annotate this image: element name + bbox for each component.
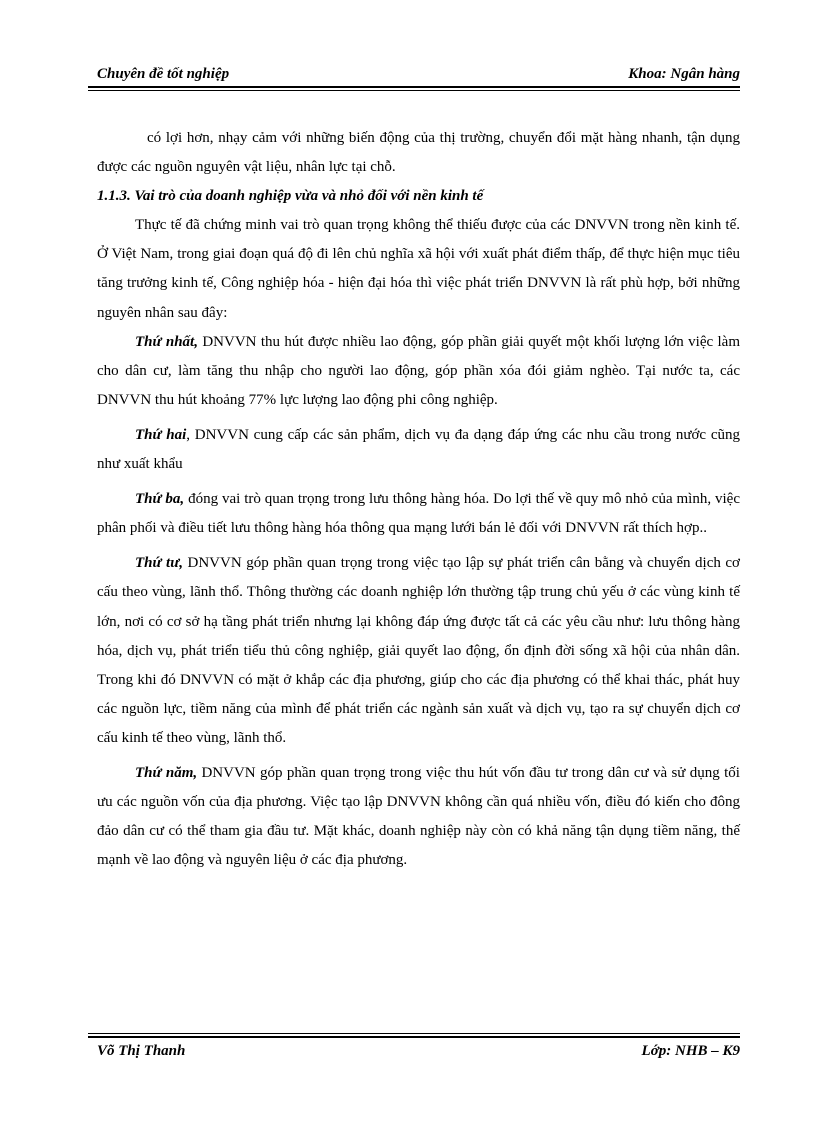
paragraph-6-text: DNVVN góp phần quan trọng trong việc thu hút vốn đầu tư trong dân cư và sử dụng tối ưu các nguồn vốn của địa phương. Việc tạo lập DNVVN không cần quá nhiều vốn, điều đó kiến cho đông đảo dân cư có thể tham gia đầu tư. Mặt khác, doanh nghiệp này còn có khả năng tận dụng tiềm năng, thế mạnh về lao động và nguyên liệu ở các địa phương.	[97, 764, 740, 869]
paragraph-4	[97, 485, 740, 543]
header-rule-thin	[88, 90, 740, 91]
page-header	[97, 63, 740, 85]
paragraph-2-lead: Thứ nhất,	[135, 333, 198, 350]
paragraph-3	[97, 421, 740, 479]
footer-rule-thick	[88, 1036, 740, 1038]
paragraph-1: Thực tế đã chứng minh vai trò quan trọng không thể thiếu được của các DNVVN trong nền kinh tế. Ở Việt Nam, trong giai đoạn quá độ đi lên chủ nghĩa xã hội với xuất phát điểm thấp, để thực hiện mục tiêu tăng trưởng kinh tế, Công nghiệp hóa - hiện đại hóa thì việc phát triển DNVVN là rất phù hợp, bởi những nguyên nhân sau đây:	[97, 217, 740, 321]
paragraph-2	[97, 328, 740, 415]
paragraph-5-lead: Thứ tư,	[135, 555, 183, 572]
paragraph-6	[97, 759, 740, 875]
paragraph-5-text: DNVVN góp phần quan trọng trong việc tạo lập sự phát triển cân bằng và chuyển dịch cơ cấu theo vùng, lãnh thổ. Thông thường các doanh nghiệp lớn thường tập trung chủ yếu ở các vùng kinh tế lớn, nơi có cơ sở hạ tầng phát triển nhưng lại không đáp ứng được tất cả các yêu cầu như: lưu thông hàng hóa, dịch vụ, phát triển tiểu thủ công nghiệp, giải quyết lao động, ổn định đời sống xã hội của nhân dân. Trong khi đó DNVVN có mặt ở khắp các địa phương, giúp cho các địa phương có thể khai thác, phát huy các nguồn lực, tiềm năng của mình để phát triển các ngành sản xuất và dịch vụ, tạo ra sự chuyển dịch cơ cấu kinh tế theo vùng, lãnh thổ.	[97, 555, 740, 746]
header-title: Chuyên đề tốt nghiệp	[97, 66, 230, 82]
header-department: Khoa: Ngân hàng	[628, 66, 740, 82]
paragraph-3-text: , DNVVN cung cấp các sản phẩm, dịch vụ đa dạng đáp ứng các nhu cầu trong nước cũng như xuất khẩu	[97, 426, 740, 473]
header-rule-thick	[88, 86, 740, 88]
footer-author: Võ Thị Thanh	[97, 1043, 186, 1059]
paragraph-2-text: DNVVN thu hút được nhiều lao động, góp phần giải quyết một khối lượng lớn việc làm cho dân cư, làm tăng thu nhập cho người lao động, góp phần xóa đói giảm nghèo. Tại nước ta, các DNVVN thu hút khoảng 77% lực lượng lao động phi công nghiệp.	[97, 333, 741, 408]
footer-class: Lớp: NHB – K9	[641, 1043, 740, 1059]
page-footer	[97, 1040, 740, 1062]
page-body	[97, 124, 740, 875]
paragraph-4-lead: Thứ ba,	[135, 491, 185, 508]
paragraph-5	[97, 549, 740, 753]
paragraph-6-lead: Thứ năm,	[135, 764, 198, 781]
paragraph-4-text: đóng vai trò quan trọng trong lưu thông hàng hóa. Do lợi thế về quy mô nhỏ của mình, việc phân phối và điều tiết lưu thông hàng hóa thông qua mạng lưới bán lẻ đối với DNVVN rất thích hợp..	[97, 491, 740, 537]
intro-paragraph: có lợi hơn, nhạy cảm với những biến động của thị trường, chuyển đổi mặt hàng nhanh, tận dụng được các nguồn nguyên vật liệu, nhân lực tại chỗ.	[97, 130, 740, 176]
footer-rule-thin	[88, 1033, 740, 1034]
paragraph-3-lead: Thứ hai	[135, 426, 187, 443]
section-heading: 1.1.3. Vai trò của doanh nghiệp vừa và nhỏ đối với nền kinh tế	[97, 188, 484, 205]
